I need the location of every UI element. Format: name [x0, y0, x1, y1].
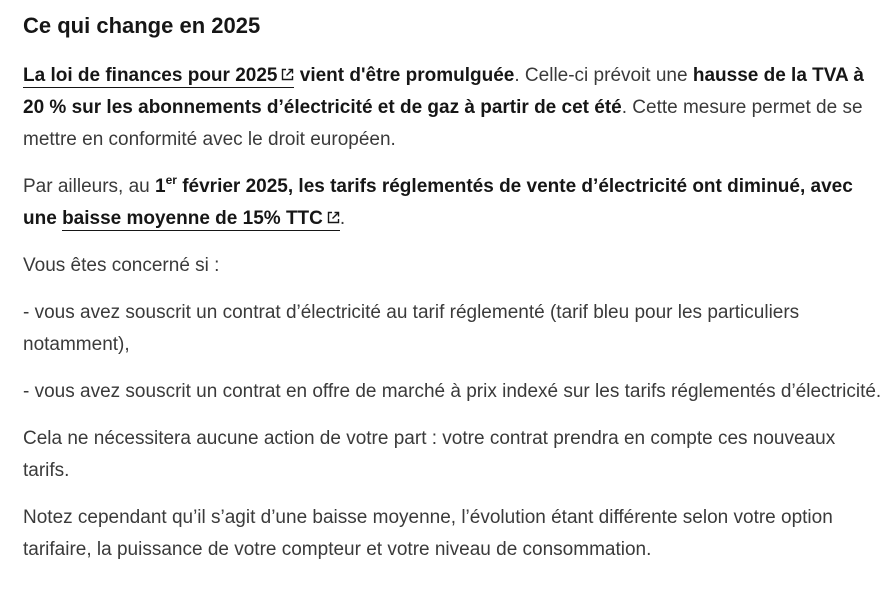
paragraph-concerne: Vous êtes concerné si :	[23, 255, 220, 276]
section-heading: Ce qui change en 2025	[23, 13, 261, 38]
ordinal-superscript: er	[165, 173, 177, 187]
text-segment: .	[339, 208, 346, 229]
external-link-icon	[281, 68, 294, 81]
baisse-moyenne-link-label: baisse moyenne de 15% TTC	[62, 208, 323, 229]
external-link-icon	[327, 211, 340, 224]
loi-finances-link[interactable]	[23, 65, 294, 88]
paragraph-condition-offre-marche: - vous avez souscrit un contrat en offre de marché à prix indexé sur les tarifs réglementés d’électricité.	[23, 381, 882, 402]
text-segment: . Cette mesure permet de se mettre en conformité avec le droit européen.	[23, 97, 863, 150]
baisse-moyenne-link[interactable]	[62, 208, 340, 231]
paragraph-tarifs-fevrier	[23, 171, 885, 235]
text-segment: . Celle-ci prévoit une	[514, 65, 693, 86]
paragraph-condition-tarif-reglemente: - vous avez souscrit un contrat d’électricité au tarif réglementé (tarif bleu pour les particuliers notamment),	[23, 302, 800, 355]
hausse-tva-strong: hausse de la TVA à 20 % sur les abonnements d’électricité et de gaz à partir de cet été	[23, 65, 864, 118]
paragraph-baisse-moyenne-note: Notez cependant qu’il s’agit d’une baisse moyenne, l’évolution étant différente selon votre option tarifaire, la puissance de votre compteur et votre niveau de consommation.	[23, 507, 833, 560]
date-strong: 1	[155, 176, 166, 197]
text-segment: Par ailleurs, au	[23, 176, 156, 197]
tarifs-strong: février 2025, les tarifs réglementés de vente d’électricité ont diminué, avec une	[23, 176, 853, 229]
loi-finances-link-label: La loi de finances pour 2025	[23, 65, 278, 86]
promulguee-strong: vient d'être promulguée	[294, 65, 515, 86]
paragraph-loi-finances	[23, 60, 885, 156]
paragraph-aucune-action: Cela ne nécessitera aucune action de votre part : votre contrat prendra en compte ces nouveaux tarifs.	[23, 428, 836, 481]
